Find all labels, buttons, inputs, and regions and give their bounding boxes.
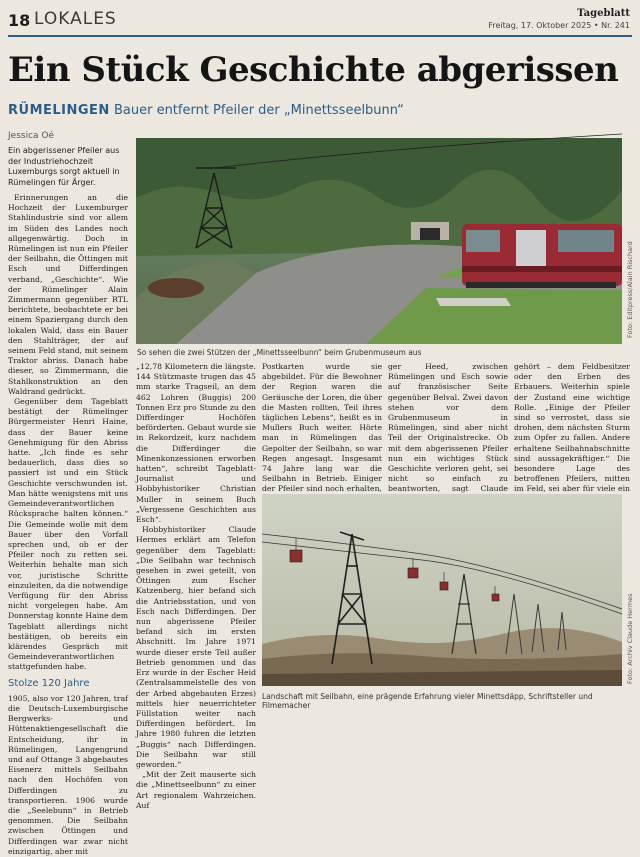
headline: Ein Stück Geschichte abgerissen — [8, 50, 619, 90]
photo-top — [136, 138, 622, 344]
dateline: Freitag, 17. Oktober 2025 • Nr. 241 — [488, 21, 630, 30]
paragraph: 1905, also vor 120 Jahren, traf die Deutsch-Luxemburgische Bergwerks- und Hüttenaktiengesellschaft die Entscheidung, ihr in Rümelingen, Langengrund und auf Ottange 3 abgebautes Eisenerz mittels Seilbahn nach den Hochöfen von Differdingen zu transportieren. 1906 wurde die „Seelebunn“ in Betrieb genommen. Die Seilbahn zwischen Öttingen und Differdingen war zwar nicht einzigartig, aber mit — [8, 693, 128, 856]
interhead: Stolze 120 Jahre — [8, 677, 90, 689]
photo-top-caption: So sehen die zwei Stützen der „Minettsseelbunn“ beim Grubenmuseum aus — [137, 348, 422, 357]
column-4 — [388, 362, 508, 494]
photo-bottom-caption: Landschaft mit Seilbahn, eine prägende Erfahrung vieler Minettsdäpp, Schriftsteller und Filmemacher — [262, 692, 593, 710]
photo-bottom-credit: Foto: Archiv Claude Hermes — [626, 593, 634, 684]
paragraph: Hobbyhistoriker Claude Hermes erklärt am Telefon gegenüber dem Tageblatt: „Die Seilbahn war technisch gesehen in zwei geteilt, von Öttingen zum Escher Katzenberg, hier befand sich die Antriebsstation, und von Esch nach Differdingen. Der nun abgerissene Pfeiler befand sich im ersten Abschnitt. Im Jahre 1971 wurde dieser erste Teil außer Betrieb genommen und das Erz wurde in der Escher Heid (Zentralsammelstelle des von der Arbed abgebauten Erzes) mittels hier neuerrichteter Füllstation weiter nach Differdingen befördert. Im Jahre 1980 fuhren die letzten „Buggis“ nach Differdingen. Die Seilbahn war still geworden.“ — [136, 525, 256, 769]
column-5 — [514, 362, 630, 494]
subheadline — [8, 103, 632, 118]
photo-top-image — [136, 138, 622, 344]
lead-paragraph: Ein abgerissener Pfeiler aus der Industriehochzeit Luxemburgs sorgt aktuell in Rümelingen für Ärger. — [8, 146, 120, 187]
header-rule — [8, 35, 632, 37]
paragraph: Gegenüber dem Tageblatt bestätigt der Rümelinger Bürgermeister Henri Haine, dass der Bauer keine Genehmigung für den Abriss hatte. „Ich finde es sehr bedauerlich, dass dies so passiert ist und ein Stück Geschichte verschwunden ist. Man hätte wenigstens mit uns Gemeindeverantwortlichen Rücksprache halten können.“ Die Gemeinde wolle mit dem Bauer über den Vorfall sprechen und, ob er der Pfeiler noch zu retten sei. Weiterhin behalte man sich vor, juristische Schritte einzuleiten, da die notwendige Verfügung für den Abriss nicht vorgelegen habe. Am Donnerstag konnte Haine dem Tageblatt allerdings nicht bestätigen, ob bereits ein klärendes Gespräch mit Gemeindeverantwortlichen stattgefunden habe. — [8, 397, 128, 672]
kicker: RÜMELINGEN — [8, 103, 110, 118]
photo-bottom — [262, 494, 622, 686]
paragraph: Erinnerungen an die Hochzeit der Luxemburger Stahlindustrie sind vor allem im Süden des Landes noch allgegenwärtig. Doch in Rümelingen ist nun ein Pfeiler der Seilbahn, die Öttingen mit Esch und Differdingen verband, „Geschichte“. Wie der Rümelinger Alain Zimmermann gegenüber RTL berichtete, beobachtete er bei einem Spaziergang durch den lokalen Wald, dass ein Bauer den Stahlträger, der auf seinem Feld stand, mit seinem Traktor abriss. Danach habe dieser, so Zimmermann, die Stahlkonstruktion an den Waldrand gedrückt. — [8, 193, 128, 396]
column-2 — [136, 362, 256, 810]
page-header — [8, 8, 632, 34]
page-number: 18 — [8, 11, 31, 30]
paragraph: ger Heed, zwischen Rümelingen und Esch sowie auf französischer Seite gegenüber Belval. Zwei davon stehen vor dem Grubenmuseum in Rümelingen, sind aber nicht Teil der Originalstrecke. Ob mit dem abgerissenen Pfeiler nun ein wichtiges Stück Geschichte verloren geht, sei nicht so einfach zu beantworten, sagt Claude — [388, 362, 508, 494]
photo-bottom-image — [262, 494, 622, 686]
paragraph: „12,78 Kilometern die längste. 144 Stützmaste trugen das 45 mm starke Tragseil, an dem 462 Lohren (Buggis) 200 Tonnen Erz pro Stunde zu den Differdinger Hochöfen beförderten. Gebaut wurde sie in Rekordzeit, kurz nachdem die Differdinger die Minenkonzessionen erworben hatten“, schreibt Tageblatt-Journalist und Hobbyhistoriker Christian Muller in seinem Buch „Vergessene Geschichten aus Esch“. — [136, 362, 256, 525]
subheadline-text: Bauer entfernt Pfeiler der „Minettsseelbunn“ — [113, 103, 404, 118]
byline: Jessica Oé — [8, 131, 55, 141]
paragraph: „Mit der Zeit mauserte sich die „Minettseelbunn“ zu einer Art regionalem Wahrzeichen. Auf — [136, 770, 256, 810]
paper-name: Tageblatt — [577, 8, 630, 19]
paragraph: gehört – dem Feldbesitzer oder den Erben des Erbauers. Weiterhin spiele der Zustand eine wichtige Rolle. „Einige der Pfeiler sind so verrostet, dass sie drohen, dem nächsten Sturm zum Opfer zu fallen. Andere erhaltene Seilbahnabschnitte sind aussagekräftiger.“ Die besondere Lage des betroffenen Pfeilers, mitten im Feld, sei aber für viele ein — [514, 362, 630, 494]
photo-top-credit: Foto: Editpress/Alain Rischard — [626, 241, 634, 338]
column-3 — [262, 362, 382, 494]
section-title: LOKALES — [34, 9, 117, 29]
column-1 — [8, 146, 128, 856]
paragraph: Postkarten wurde sie abgebildet. Für die Bewohner der Region waren die Geräusche der Loren, die über die Masten rollten, Teil ihres täglichen Lebens“, heißt es in Mullers Buch weiter. Hörte man in Rümelingen das Gepolter der Seilbahn, so war Regen angesagt. Insgesamt 74 Jahre lang war die Seilbahn in Betrieb. Einiger der Pfeiler sind noch erhalten, — [262, 362, 382, 494]
